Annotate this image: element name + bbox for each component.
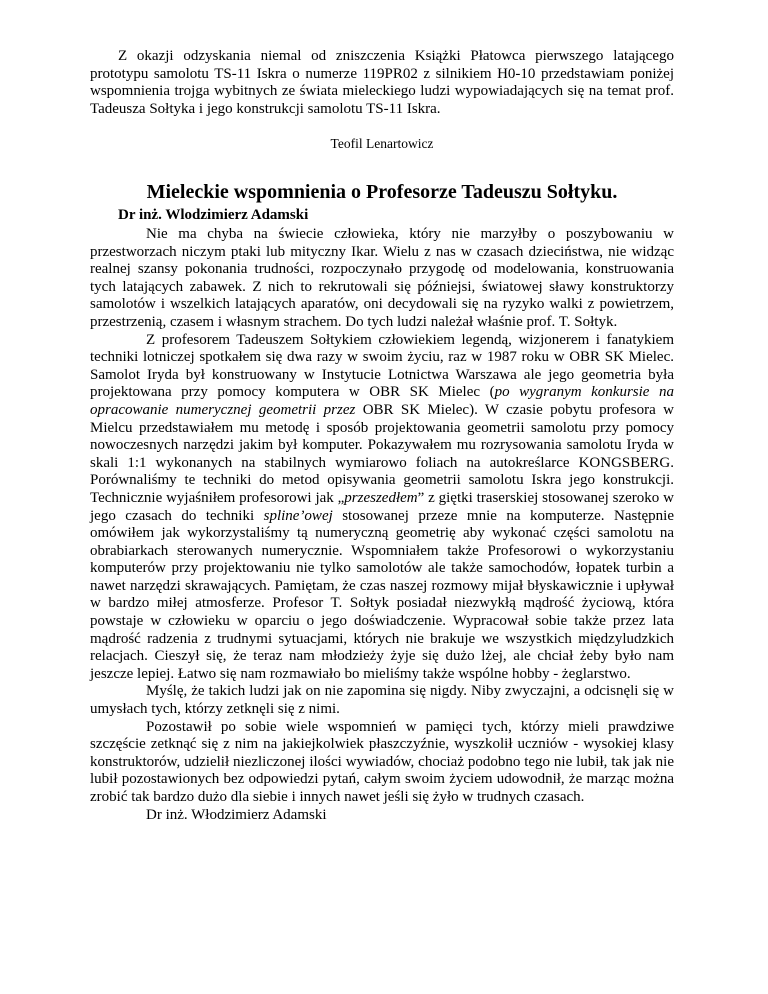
intro-signature: Teofil Lenartowicz bbox=[330, 136, 434, 151]
paragraph-2-italic-1: po wygranym konkursie na opracowanie numerycznej geometrii przez bbox=[90, 384, 675, 418]
paragraph-2-part-e: ” z giętki traserskiej stosowanej szeroko w jego czasach do techniki bbox=[90, 489, 674, 524]
paragraph-4: Pozostawił po sobie wiele wspomnień w pamięci tych, którzy mieli prawdziwe szczęście zetknąć się z nim na jakiejkolwiek płaszczyźnie, wyszkolił uczniów - wysokiej klasy konstruktorów, udzielił niezliczonej ilości wywiadów, chociaż podobno tego nie lubił, tak jak nie lubił pozostawionych bez odpowiedzi pytań, całym swoim życiem udowodnił, że marząc można zrobić tak bardzo dużo dla siebie i innych nawet jeśli się żyło w trudnych czasach. bbox=[90, 718, 674, 805]
paragraph-2-part-g: stosowanej przeze mnie na komputerze. Następnie omówiłem jak wykorzystaliśmy tą numeryczną geometrię aby wykonać części samolotu na obrabiarkach sterowanych numerycznie. Wspomniałem także Profesorowi o wykorzystaniu komputerów przy projektowaniu nie tylko samolotów ale także samochodów, łopatek turbin a nawet narzędzi skrawających. Pamiętam, że czas naszej rozmowy mijał błyskawicznie i upływał w bardzo miłej atmosferze. Profesor T. Sołtyk posiadał niezwykłą mądrość życiową, która powstaje w człowieku w oparciu o jego doświadczenie. Wypracował sobie także przez lata mądrość radzenia z trudnymi sytuacjami, których nie brakuje we wszystkich międzyludzkich relacjach. Cieszył się, że teraz nam młodzieży żyje się dużo lżej, ale chciał żeby było nam jeszcze lepiej. Łatwo się nam rozmawiało bo mieliśmy także wspólne hobby - żeglarstwo. bbox=[90, 507, 674, 682]
closing-signature: Dr inż. Włodzimierz Adamski bbox=[146, 806, 327, 823]
paragraph-1: Nie ma chyba na świecie człowieka, który nie marzyłby o poszybowaniu w przestworzach niczym ptaki lub mityczny Ikar. Wielu z nas w czasach dzieciństwa, nie widząc realnej szansy pokonania trudności, rozpoczynało przygodę od modelowania, konstruowania tych latających zabawek. Z nich to rekrutowali się późniejsi, światowej sławy konstruktorzy samolotów i wszelkich latających aparatów, oni decydowali się na ryzyko walki z powietrzem, przestrzenią, czasem i własnym strachem. Do tych ludzi należał właśnie prof. T. Sołtyk. bbox=[90, 226, 674, 330]
paragraph-2-part-c: OBR SK Mielec). W czasie pobytu profesora w Mielcu przedstawiałem mu metodę i sposób projektowania geometrii samolotu przy pomocy nowoczesnych narzędzi jakim był komputer. Pokazywałem mu rozrysowania samolotu Iryda w skali 1:1 wykonanych na stabilnych wymiarowo foliach na autokreślarce KONGSBERG. Porównaliśmy te techniki do metod opisywania geometrii samolotu Iskra jego konstrukcji. Technicznie wyjaśniłem profesorowi jak „ bbox=[90, 401, 674, 506]
paragraph-2 bbox=[90, 332, 674, 684]
article-author: Dr inż. Wlodzimierz Adamski bbox=[118, 207, 309, 223]
article-body bbox=[90, 226, 674, 824]
article-title: Mieleckie wspomnienia o Profesorze Tadeuszu Sołtyku. bbox=[146, 181, 618, 203]
paragraph-2-italic-3: spline’owej bbox=[263, 507, 333, 524]
intro-paragraph: Z okazji odzyskania niemal od zniszczenia Książki Płatowca pierwszego latającego prototypu samolotu TS-11 Iskra o numerze 119PR02 z silnikiem H0-10 przedstawiam poniżej wspomnienia trojga wybitnych ze świata mieleckiego ludzi wypowiadających się na temat prof. Tadeusza Sołtyka i jego konstrukcji samolotu TS-11 Iskra. bbox=[90, 48, 674, 117]
paragraph-2-italic-2: przeszedłem bbox=[344, 489, 418, 506]
paragraph-2-part-a: Z profesorem Tadeuszem Sołtykiem człowiekiem legendą, wizjonerem i fanatykiem techniki lotniczej spotkałem się dwa razy w swoim życiu, raz w 1987 roku w OBR SK Mielec. Samolot Iryda był konstruowany w Instytucie Lotnictwa Warszawa ale jego geometria była projektowana przy pomocy komputera w OBR SK Mielec ( bbox=[90, 331, 674, 401]
paragraph-3: Myślę, że takich ludzi jak on nie zapomina się nigdy. Niby zwyczajni, a odcisnęli się w umysłach tych, którzy zetknęli się z nimi. bbox=[90, 683, 674, 718]
